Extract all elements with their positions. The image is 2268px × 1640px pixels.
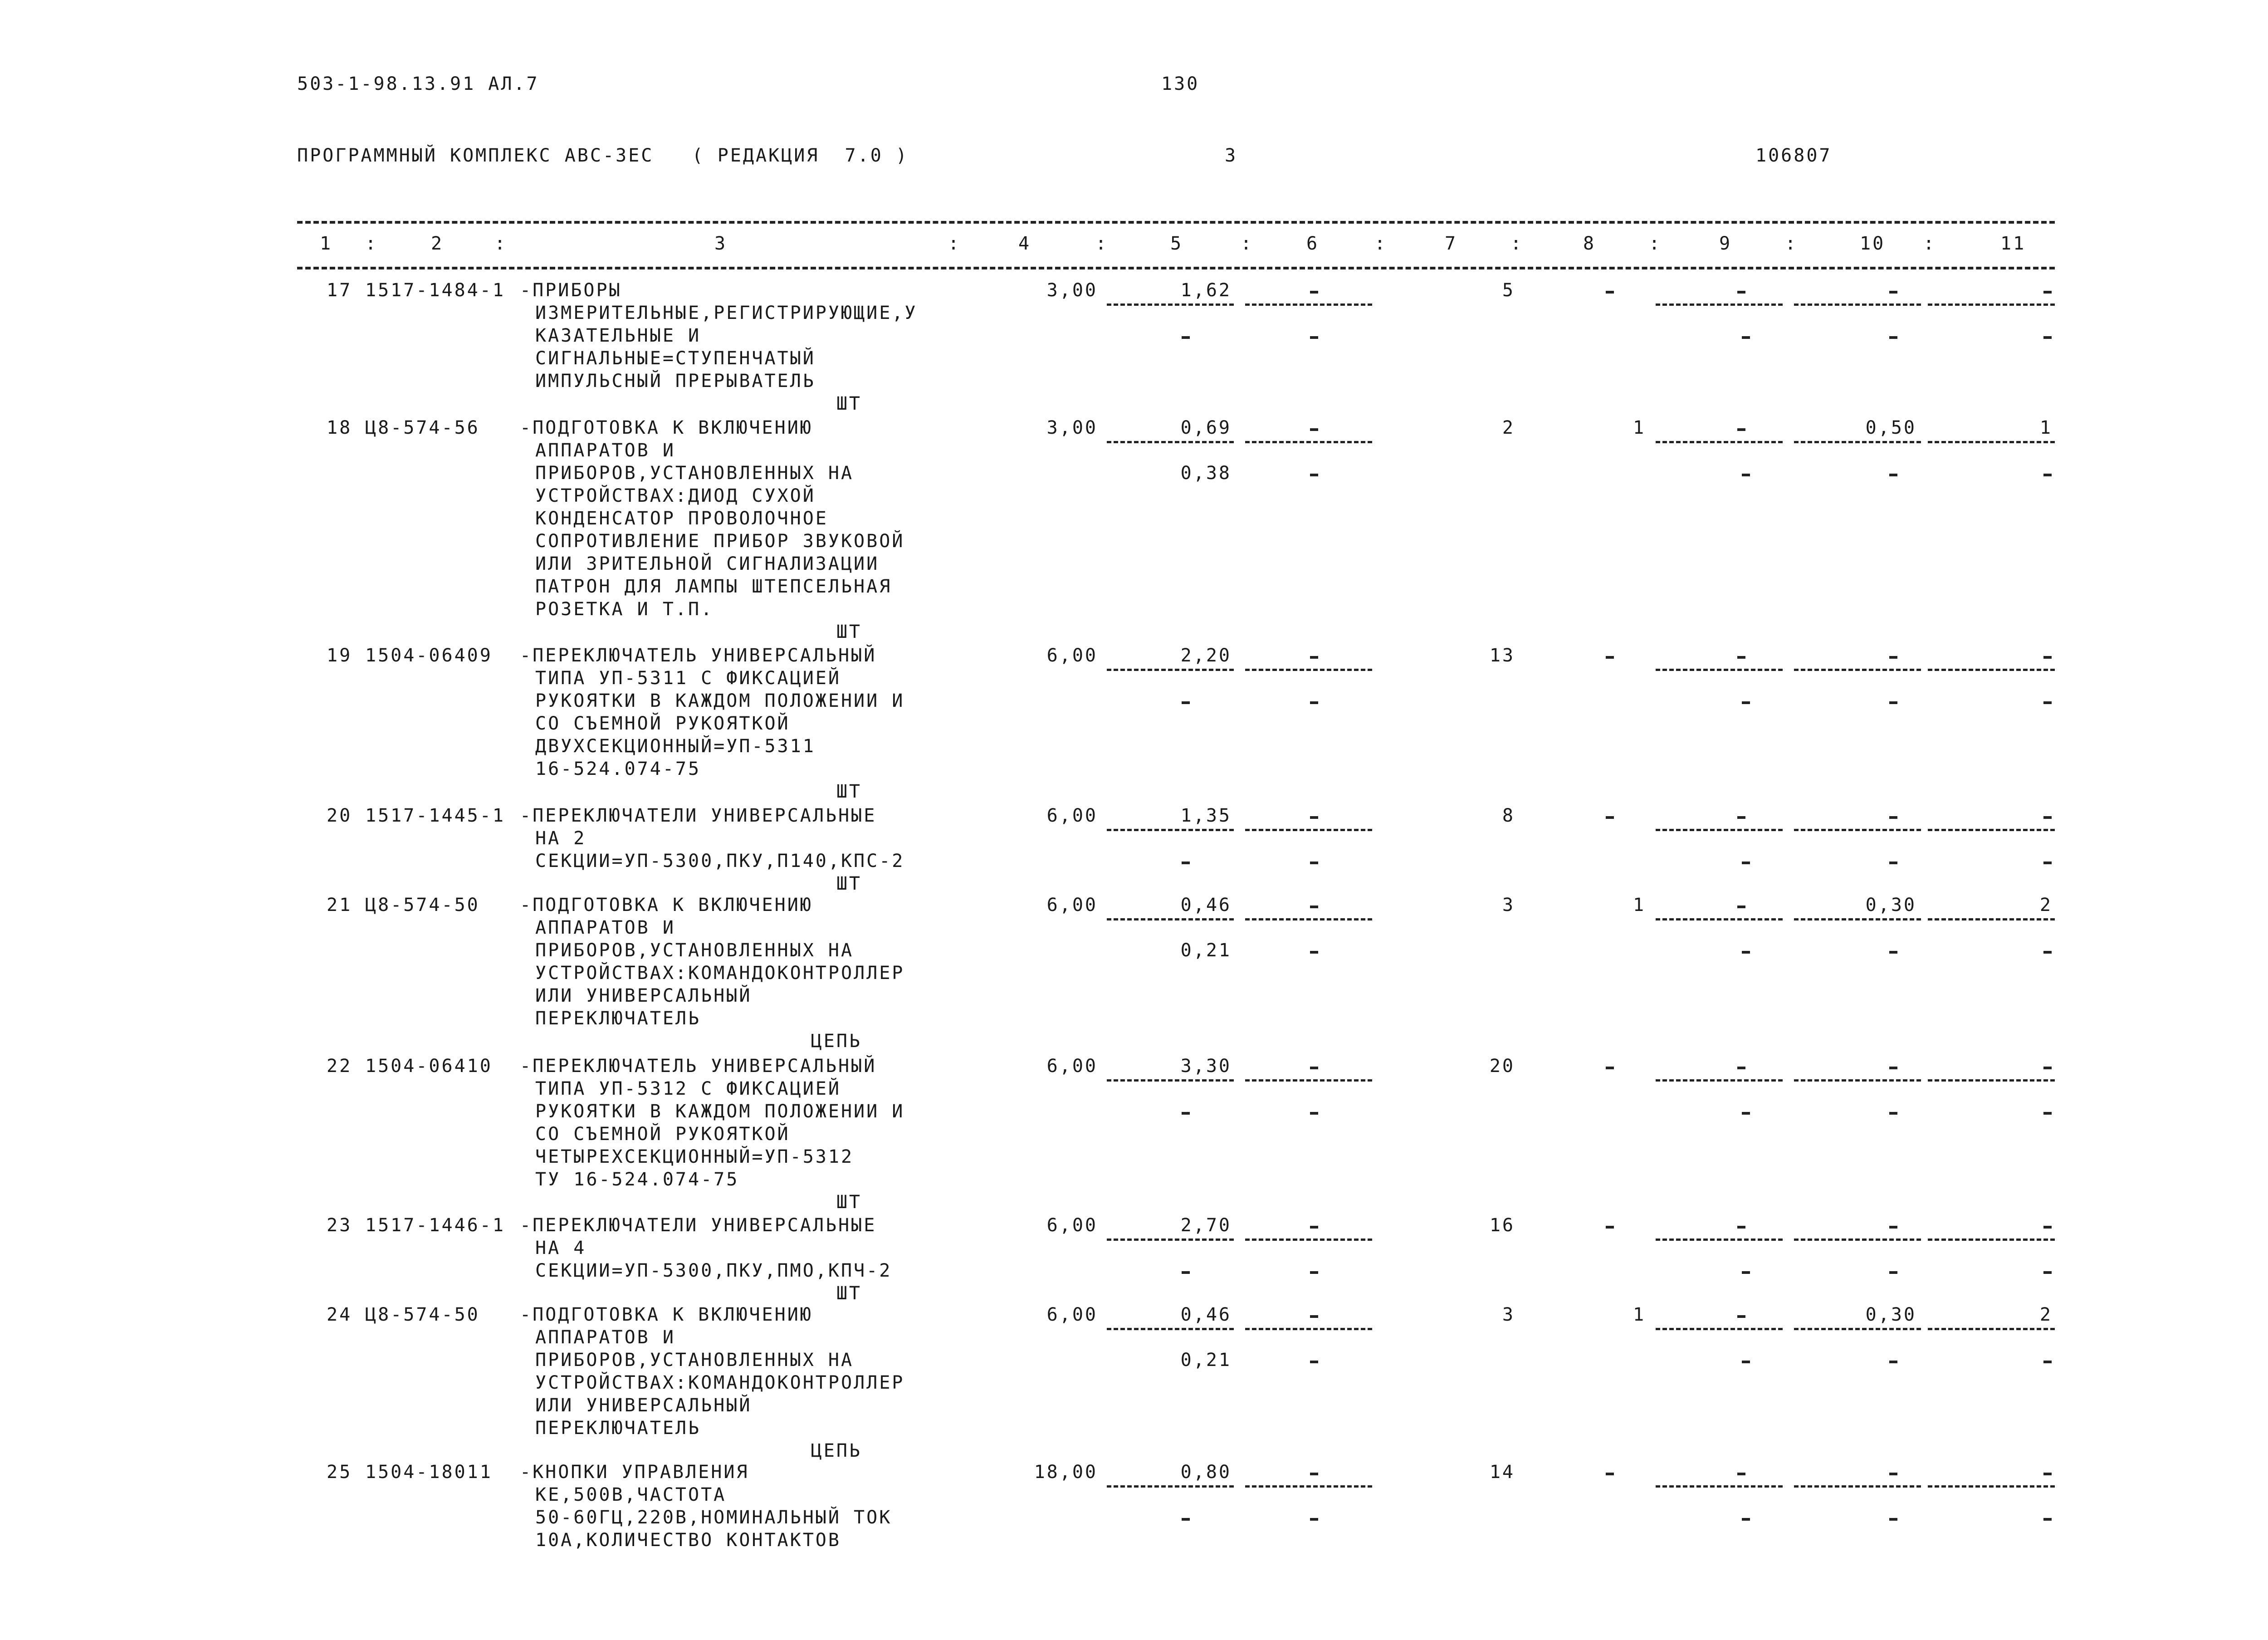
col11-value: 2	[2039, 1304, 2053, 1325]
quantity-value: 6,00	[1046, 645, 1098, 666]
resource-code: 1517-1446-1	[365, 1215, 505, 1236]
description-line: АППАРАТОВ И	[535, 1327, 675, 1348]
dash-mark	[2043, 291, 2052, 294]
row-number: 24	[327, 1304, 352, 1325]
dashed-rule	[1107, 1239, 1234, 1241]
dashed-rule	[1928, 669, 2055, 671]
description-line: -ПРИБОРЫ	[520, 280, 622, 301]
dashed-rule	[1245, 829, 1372, 831]
column-separator: :	[1374, 233, 1388, 254]
dash-mark	[2043, 1518, 2052, 1521]
column-header-8: 8	[1583, 233, 1596, 254]
description-line: -ПЕРЕКЛЮЧАТЕЛИ УНИВЕРСАЛЬНЫЕ	[520, 1215, 877, 1236]
dashed-rule	[1245, 1485, 1372, 1488]
dash-mark	[1310, 428, 1318, 431]
quantity-value: 6,00	[1046, 895, 1098, 915]
unit-label: ШТ	[836, 873, 862, 894]
dashed-rule	[1656, 669, 1783, 671]
dash-mark	[1182, 1271, 1190, 1274]
header-bottom-rule	[297, 267, 2055, 269]
dashed-rule	[1656, 1485, 1783, 1488]
col7-value: 2	[1502, 417, 1515, 438]
col10-value: 0,30	[1865, 1304, 1916, 1325]
dash-mark	[1889, 1112, 1897, 1115]
resource-code: 1504-06409	[365, 645, 493, 666]
column-header-1: 1	[320, 233, 333, 254]
col5-value: 3,30	[1180, 1056, 1232, 1077]
column-header-9: 9	[1719, 233, 1732, 254]
col5-secondary-value: 0,38	[1180, 463, 1232, 484]
dash-mark	[2043, 1473, 2052, 1475]
dash-mark	[1889, 951, 1897, 954]
dashed-rule	[1245, 1239, 1372, 1241]
unit-label: ЦЕПЬ	[811, 1440, 862, 1461]
description-line: АППАРАТОВ И	[535, 917, 675, 938]
dashed-rule	[1928, 441, 2055, 443]
dashed-rule	[1794, 1328, 1921, 1330]
col5-secondary-value: 0,21	[1180, 1350, 1232, 1371]
dash-mark	[2043, 701, 2052, 704]
row-number: 23	[327, 1215, 352, 1236]
description-line: СЕКЦИИ=УП-5300,ПКУ,ПМО,КПЧ-2	[535, 1260, 892, 1281]
col10-value: 0,30	[1865, 895, 1916, 915]
dash-mark	[1737, 1473, 1745, 1475]
column-separator: :	[494, 233, 508, 254]
dashed-rule	[1656, 1328, 1783, 1330]
col7-value: 14	[1489, 1462, 1515, 1483]
description-line: -ПОДГОТОВКА К ВКЛЮЧЕНИЮ	[520, 417, 813, 438]
resource-code: 1504-18011	[365, 1462, 493, 1483]
dash-mark	[1889, 1226, 1897, 1229]
dashed-rule	[1928, 1485, 2055, 1488]
description-line: ПАТРОН ДЛЯ ЛАМПЫ ШТЕПСЕЛЬНАЯ	[535, 576, 892, 597]
page-number: 130	[1161, 73, 1200, 94]
resource-code: Ц8-574-50	[365, 895, 480, 915]
col11-value: 2	[2039, 895, 2053, 915]
dashed-rule	[1794, 669, 1921, 671]
quantity-value: 3,00	[1046, 417, 1098, 438]
description-line: СО СЪЕМНОЙ РУКОЯТКОЙ	[535, 1124, 790, 1145]
dash-mark	[2043, 1067, 2052, 1069]
unit-label: ЦЕПЬ	[811, 1031, 862, 1052]
description-line: -КНОПКИ УПРАВЛЕНИЯ	[520, 1462, 749, 1483]
description-line: КОНДЕНСАТОР ПРОВОЛОЧНОЕ	[535, 508, 828, 529]
dash-mark	[1310, 474, 1318, 476]
description-line: ТИПА УП-5312 С ФИКСАЦИЕЙ	[535, 1078, 841, 1099]
dash-mark	[1742, 862, 1750, 864]
dash-mark	[1606, 291, 1614, 294]
dash-mark	[1310, 906, 1318, 908]
column-header-7: 7	[1445, 233, 1458, 254]
dash-mark	[1889, 862, 1897, 864]
description-line: СЕКЦИИ=УП-5300,ПКУ,П140,КПС-2	[535, 851, 905, 871]
column-separator: :	[948, 233, 961, 254]
description-line: УСТРОЙСТВАХ:КОМАНДОКОНТРОЛЛЕР	[535, 963, 905, 984]
dashed-rule	[1656, 918, 1783, 920]
dash-mark	[1742, 1361, 1750, 1363]
column-header-10: 10	[1860, 233, 1886, 254]
description-line: АППАРАТОВ И	[535, 440, 675, 461]
col5-value: 0,80	[1180, 1462, 1232, 1483]
dash-mark	[1310, 1315, 1318, 1318]
dashed-rule	[1245, 304, 1372, 306]
dash-mark	[1889, 1271, 1897, 1274]
dash-mark	[1737, 1226, 1745, 1229]
dash-mark	[1310, 656, 1318, 659]
dash-mark	[1889, 1361, 1897, 1363]
dash-mark	[2043, 1112, 2052, 1115]
dashed-rule	[1245, 669, 1372, 671]
col8-value: 1	[1633, 1304, 1646, 1325]
col7-value: 13	[1489, 645, 1515, 666]
dash-mark	[1182, 336, 1190, 339]
unit-label: ШТ	[836, 781, 862, 802]
description-line: НА 4	[535, 1238, 587, 1258]
dash-mark	[1742, 1112, 1750, 1115]
quantity-value: 18,00	[1034, 1462, 1098, 1483]
row-number: 25	[327, 1462, 352, 1483]
header-top-rule	[297, 221, 2055, 224]
description-line: ИЛИ УНИВЕРСАЛЬНЫЙ	[535, 985, 752, 1006]
dashed-rule	[1107, 441, 1234, 443]
description-line: УСТРОЙСТВАХ:КОМАНДОКОНТРОЛЛЕР	[535, 1372, 905, 1393]
col8-value: 1	[1633, 417, 1646, 438]
description-line: ИМПУЛЬСНЫЙ ПРЕРЫВАТЕЛЬ	[535, 371, 816, 392]
column-header-11: 11	[2000, 233, 2026, 254]
col11-value: 1	[2039, 417, 2053, 438]
dash-mark	[1889, 474, 1897, 476]
dash-mark	[1742, 1271, 1750, 1274]
col7-value: 5	[1502, 280, 1515, 301]
program-title: ПРОГРАММНЫЙ КОМПЛЕКС АВС-ЗЕС ( РЕДАКЦИЯ 7.0 )	[297, 145, 909, 166]
dash-mark	[1742, 336, 1750, 339]
column-separator: :	[1095, 233, 1109, 254]
col5-value: 0,69	[1180, 417, 1232, 438]
dash-mark	[1310, 1361, 1318, 1363]
dash-mark	[1889, 701, 1897, 704]
description-line: СО СЪЕМНОЙ РУКОЯТКОЙ	[535, 713, 790, 734]
description-line: СИГНАЛЬНЫЕ=СТУПЕНЧАТЫЙ	[535, 348, 816, 369]
dash-mark	[1310, 1112, 1318, 1115]
unit-label: ШТ	[836, 1283, 862, 1304]
description-line: РОЗЕТКА И Т.П.	[535, 599, 714, 620]
unit-label: ШТ	[836, 393, 862, 414]
col5-value: 0,46	[1180, 895, 1232, 915]
col5-value: 1,62	[1180, 280, 1232, 301]
dash-mark	[2043, 474, 2052, 476]
dash-mark	[1310, 816, 1318, 819]
col5-value: 1,35	[1180, 805, 1232, 826]
dash-mark	[1737, 291, 1745, 294]
dash-mark	[2043, 816, 2052, 819]
dash-mark	[1742, 474, 1750, 476]
column-header-6: 6	[1306, 233, 1320, 254]
dash-mark	[1182, 1518, 1190, 1521]
document-code: 503-1-98.13.91 АЛ.7	[297, 73, 539, 94]
col7-value: 16	[1489, 1215, 1515, 1236]
dashed-rule	[1107, 304, 1234, 306]
dash-mark	[2043, 1361, 2052, 1363]
dash-mark	[1889, 1473, 1897, 1475]
resource-code: 1504-06410	[365, 1056, 493, 1077]
description-line: -ПОДГОТОВКА К ВКЛЮЧЕНИЮ	[520, 1304, 813, 1325]
dash-mark	[1310, 1067, 1318, 1069]
dash-mark	[2043, 336, 2052, 339]
description-line: ИЛИ УНИВЕРСАЛЬНЫЙ	[535, 1395, 752, 1416]
row-number: 18	[327, 417, 352, 438]
dash-mark	[1606, 656, 1614, 659]
row-number: 19	[327, 645, 352, 666]
column-header-3: 3	[714, 233, 728, 254]
quantity-value: 3,00	[1046, 280, 1098, 301]
dashed-rule	[1794, 918, 1921, 920]
column-separator: :	[1649, 233, 1662, 254]
col7-value: 8	[1502, 805, 1515, 826]
resource-code: 1517-1484-1	[365, 280, 505, 301]
dash-mark	[1737, 1067, 1745, 1069]
dashed-rule	[1245, 441, 1372, 443]
description-line: 16-524.074-75	[535, 759, 701, 779]
column-separator: :	[1923, 233, 1936, 254]
col7-value: 20	[1489, 1056, 1515, 1077]
description-line: КАЗАТЕЛЬНЫЕ И	[535, 325, 701, 346]
unit-label: ШТ	[836, 622, 862, 642]
col7-value: 3	[1502, 1304, 1515, 1325]
dash-mark	[2043, 862, 2052, 864]
description-line: КЕ,500В,ЧАСТОТА	[535, 1484, 727, 1505]
description-line: ПРИБОРОВ,УСТАНОВЛЕННЫХ НА	[535, 463, 854, 484]
dashed-rule	[1107, 669, 1234, 671]
job-number: 106807	[1755, 145, 1832, 166]
description-line: -ПЕРЕКЛЮЧАТЕЛЬ УНИВЕРСАЛЬНЫЙ	[520, 645, 877, 666]
description-line: ТИПА УП-5311 С ФИКСАЦИЕЙ	[535, 668, 841, 689]
column-separator: :	[1241, 233, 1254, 254]
description-line: ПЕРЕКЛЮЧАТЕЛЬ	[535, 1418, 701, 1439]
column-header-5: 5	[1170, 233, 1183, 254]
dash-mark	[1889, 291, 1897, 294]
description-line: ТУ 16-524.074-75	[535, 1169, 739, 1190]
row-number: 20	[327, 805, 352, 826]
dashed-rule	[1928, 829, 2055, 831]
dash-mark	[1182, 1112, 1190, 1115]
dash-mark	[1737, 816, 1745, 819]
description-line: 50-60ГЦ,220В,НОМИНАЛЬНЫЙ ТОК	[535, 1507, 892, 1528]
dash-mark	[1182, 701, 1190, 704]
dash-mark	[1310, 1518, 1318, 1521]
col5-value: 2,20	[1180, 645, 1232, 666]
dash-mark	[1310, 291, 1318, 294]
col5-value: 2,70	[1180, 1215, 1232, 1236]
description-line: РУКОЯТКИ В КАЖДОМ ПОЛОЖЕНИИ И	[535, 690, 905, 711]
dashed-rule	[1656, 304, 1783, 306]
dashed-rule	[1107, 1079, 1234, 1082]
description-line: НА 2	[535, 828, 587, 849]
dashed-rule	[1245, 1328, 1372, 1330]
dashed-rule	[1794, 1239, 1921, 1241]
dashed-rule	[1245, 918, 1372, 920]
dash-mark	[1606, 816, 1614, 819]
dash-mark	[1310, 1271, 1318, 1274]
dash-mark	[1606, 1226, 1614, 1229]
dash-mark	[1310, 701, 1318, 704]
description-line: ИЛИ ЗРИТЕЛЬНОЙ СИГНАЛИЗАЦИИ	[535, 553, 880, 574]
dashed-rule	[1928, 1239, 2055, 1241]
dashed-rule	[1656, 441, 1783, 443]
column-header-4: 4	[1018, 233, 1031, 254]
dash-mark	[1310, 1226, 1318, 1229]
description-line: -ПОДГОТОВКА К ВКЛЮЧЕНИЮ	[520, 895, 813, 915]
dash-mark	[1606, 1473, 1614, 1475]
description-line: ИЗМЕРИТЕЛЬНЫЕ,РЕГИСТРИРУЮЩИЕ,У	[535, 303, 918, 323]
dash-mark	[1606, 1067, 1614, 1069]
description-line: УСТРОЙСТВАХ:ДИОД СУХОЙ	[535, 485, 816, 506]
dash-mark	[1889, 336, 1897, 339]
description-line: ПРИБОРОВ,УСТАНОВЛЕННЫХ НА	[535, 1350, 854, 1371]
quantity-value: 6,00	[1046, 1056, 1098, 1077]
dashed-rule	[1107, 1328, 1234, 1330]
description-line: ДВУХСЕКЦИОННЫЙ=УП-5311	[535, 736, 816, 757]
dash-mark	[2043, 1271, 2052, 1274]
col7-value: 3	[1502, 895, 1515, 915]
description-line: ПЕРЕКЛЮЧАТЕЛЬ	[535, 1008, 701, 1029]
dashed-rule	[1928, 918, 2055, 920]
description-line: -ПЕРЕКЛЮЧАТЕЛЬ УНИВЕРСАЛЬНЫЙ	[520, 1056, 877, 1077]
description-line: ЧЕТЫРЕХСЕКЦИОННЫЙ=УП-5312	[535, 1146, 854, 1167]
col8-value: 1	[1633, 895, 1646, 915]
row-number: 21	[327, 895, 352, 915]
column-separator: :	[365, 233, 378, 254]
dashed-rule	[1107, 1485, 1234, 1488]
dashed-rule	[1794, 1485, 1921, 1488]
dash-mark	[1310, 336, 1318, 339]
dash-mark	[1889, 816, 1897, 819]
resource-code: Ц8-574-50	[365, 1304, 480, 1325]
col10-value: 0,50	[1865, 417, 1916, 438]
dash-mark	[1737, 656, 1745, 659]
dash-mark	[2043, 951, 2052, 954]
dashed-rule	[1928, 1079, 2055, 1082]
dashed-rule	[1794, 441, 1921, 443]
dashed-rule	[1928, 304, 2055, 306]
dashed-rule	[1794, 1079, 1921, 1082]
dashed-rule	[1656, 1239, 1783, 1241]
dashed-rule	[1928, 1328, 2055, 1330]
dashed-rule	[1656, 1079, 1783, 1082]
dash-mark	[1742, 1518, 1750, 1521]
dash-mark	[1182, 862, 1190, 864]
dash-mark	[1889, 1067, 1897, 1069]
column-separator: :	[1785, 233, 1798, 254]
dashed-rule	[1245, 1079, 1372, 1082]
dash-mark	[1742, 701, 1750, 704]
dashed-rule	[1794, 829, 1921, 831]
col5-secondary-value: 0,21	[1180, 940, 1232, 961]
resource-code: Ц8-574-56	[365, 417, 480, 438]
row-number: 17	[327, 280, 352, 301]
dash-mark	[1742, 951, 1750, 954]
sheet-number: 3	[1225, 145, 1238, 166]
dash-mark	[1889, 1518, 1897, 1521]
dashed-rule	[1107, 829, 1234, 831]
description-line: ПРИБОРОВ,УСТАНОВЛЕННЫХ НА	[535, 940, 854, 961]
dashed-rule	[1107, 918, 1234, 920]
description-line: -ПЕРЕКЛЮЧАТЕЛИ УНИВЕРСАЛЬНЫЕ	[520, 805, 877, 826]
column-header-2: 2	[431, 233, 444, 254]
dashed-rule	[1656, 829, 1783, 831]
description-line: 10А,КОЛИЧЕСТВО КОНТАКТОВ	[535, 1530, 841, 1551]
col5-value: 0,46	[1180, 1304, 1232, 1325]
dash-mark	[1310, 1473, 1318, 1475]
dashed-rule	[1794, 304, 1921, 306]
dash-mark	[2043, 1226, 2052, 1229]
dash-mark	[2043, 656, 2052, 659]
dash-mark	[1889, 656, 1897, 659]
quantity-value: 6,00	[1046, 805, 1098, 826]
unit-label: ШТ	[836, 1192, 862, 1213]
description-line: СОПРОТИВЛЕНИЕ ПРИБОР ЗВУКОВОЙ	[535, 531, 905, 552]
quantity-value: 6,00	[1046, 1215, 1098, 1236]
dash-mark	[1310, 862, 1318, 864]
row-number: 22	[327, 1056, 352, 1077]
description-line: РУКОЯТКИ В КАЖДОМ ПОЛОЖЕНИИ И	[535, 1101, 905, 1122]
quantity-value: 6,00	[1046, 1304, 1098, 1325]
resource-code: 1517-1445-1	[365, 805, 505, 826]
dash-mark	[1310, 951, 1318, 954]
column-separator: :	[1510, 233, 1524, 254]
